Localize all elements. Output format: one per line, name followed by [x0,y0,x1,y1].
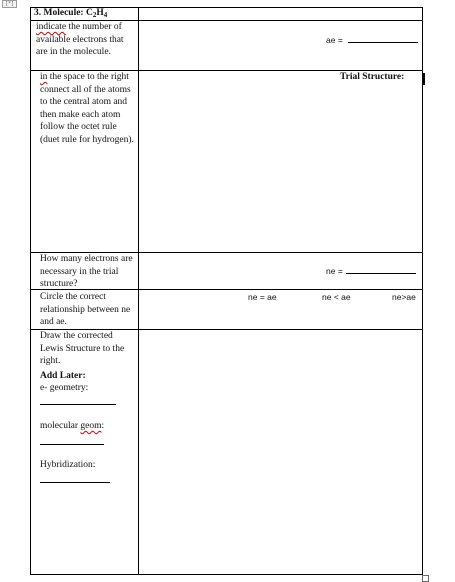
embedded-object-marker: [*] [2,0,17,8]
molecule-header [34,7,138,22]
available-electrons-instruction: indicate the number of available electrons that are in the molecule. [36,22,124,58]
relationship-option-equal[interactable]: ne = ae [248,292,277,302]
molecule-formula: $C_2H_4$ [85,8,108,19]
hybridization-blank[interactable] [40,482,110,483]
ae-answer [326,34,418,47]
table-border-right [422,7,423,575]
ne-label: ne = [326,266,343,276]
corrected-structure-instruction: Draw the corrected Lewis Structure to the right. [40,331,125,367]
table-border-left [30,7,31,575]
relationship-option-greater[interactable]: ne>ae [392,292,416,302]
ne-answer [326,265,416,278]
table-column-divider [138,7,139,575]
e-geometry-blank[interactable] [40,404,116,405]
e-geometry-label: e- geometry: [40,383,89,393]
table-border-bottom [30,574,423,575]
relationship-instruction: Circle the correct relationship between ne and ae. [40,292,131,328]
necessary-electrons-instruction: How many electrons are necessary in the trial structure? [40,254,133,290]
add-later-label: Add Later: [40,371,86,381]
trial-structure-drawing-area[interactable] [141,88,419,248]
ae-label: ae = [326,35,343,45]
ae-blank[interactable] [348,34,418,43]
molecule-title: 3. Molecule: [34,8,84,18]
hybridization-label: Hybridization: [40,460,96,470]
resize-handle[interactable] [422,575,429,582]
trial-structure-instruction: in the space to the right connect all of the atoms to the central atom and then make each atom follow the octet rule (duet rule for hydrogen). [40,72,134,145]
corrected-structure-drawing-area[interactable] [141,333,419,571]
relationship-option-less[interactable]: ne < ae [322,292,351,302]
molecular-geometry-blank[interactable] [40,444,104,445]
trial-structure-heading: Trial Structure: [340,72,405,82]
molecular-geometry-label: molecular geom: [40,421,105,431]
text-cursor [423,73,425,85]
ne-blank[interactable] [346,265,416,274]
